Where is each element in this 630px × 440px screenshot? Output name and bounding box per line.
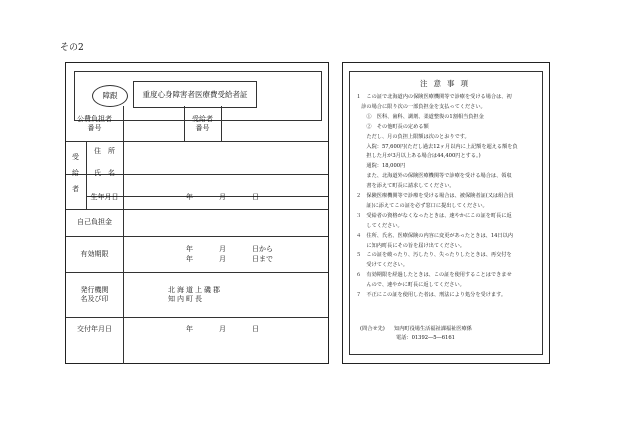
col-divider bbox=[123, 141, 124, 364]
contact-org: 知内町役場生活福祉課福祉医療係 bbox=[394, 326, 472, 332]
notes-frame bbox=[349, 71, 543, 355]
notes-line: ① 医科、歯科、調剤、柔道整復の1割相当負担金 bbox=[356, 113, 484, 120]
row-divider bbox=[66, 141, 328, 142]
validity-to-year: 年 bbox=[186, 255, 193, 263]
issue-month-unit: 月 bbox=[219, 325, 226, 333]
notes-line: 担した月が3月以上ある場合は44,400円とする。) bbox=[356, 153, 481, 160]
validity-from-month: 月 bbox=[219, 245, 226, 253]
validity-from-year: 年 bbox=[186, 245, 193, 253]
birth-day-unit: 日 bbox=[252, 193, 259, 201]
row-divider bbox=[66, 209, 328, 210]
validity-to-month: 月 bbox=[219, 255, 226, 263]
validity-to-day: 日まで bbox=[252, 255, 273, 263]
issue-year-unit: 年 bbox=[186, 325, 193, 333]
copay-label: 自己負担金 bbox=[77, 218, 112, 226]
notes-title: 注意事項 bbox=[420, 79, 474, 88]
address-label: 住 所 bbox=[94, 147, 115, 155]
birthdate-label: 生年月日 bbox=[90, 193, 119, 201]
notes-line: んので、速やかに町長に返してください。 bbox=[356, 282, 465, 289]
birth-year-unit: 年 bbox=[186, 193, 193, 201]
row-divider bbox=[66, 236, 328, 237]
issue-day-unit: 日 bbox=[252, 325, 259, 333]
notes-line: ただし、月の負担上限額は次のとおりです。 bbox=[356, 133, 470, 140]
notes-card bbox=[342, 62, 550, 364]
notes-line: ５ この証を破ったり、汚したり、失ったりしたときは、再交付を bbox=[356, 252, 512, 259]
page-label: その2 bbox=[60, 43, 84, 53]
recipient-number-label: 受給者 番号 bbox=[192, 115, 213, 132]
notes-line: 受けてください。 bbox=[356, 262, 408, 269]
notes-line: してください。 bbox=[356, 222, 403, 229]
notes-line: 書を添えて町長に請求してください。 bbox=[356, 183, 455, 190]
notes-line: 証)に添えてこの証を必ず窓口に提出してください。 bbox=[356, 202, 488, 209]
notes-line: 入院：57,600円(ただし過去12ヶ月以内に上記額を超える額を負 bbox=[356, 143, 518, 150]
notes-line: に知内町長にその旨を届け出てください。 bbox=[356, 242, 465, 249]
birth-month-unit: 月 bbox=[219, 193, 226, 201]
issuer-name: 北海道上磯郡 知内町長 bbox=[168, 286, 222, 303]
notes-line: 診の場合に限り次の一部負担金を支払ってください。 bbox=[356, 103, 486, 110]
validity-label: 有効期限 bbox=[80, 250, 109, 258]
notes-line: １ この証で北海道内の保険医療機関等で診療を受ける場合は、初 bbox=[356, 94, 512, 100]
row-divider bbox=[66, 317, 328, 318]
name-label: 氏 名 bbox=[94, 169, 115, 177]
certificate-header bbox=[74, 71, 322, 121]
notes-line: また、北海道外の保険医療機関等で診療を受ける場合は、領収 bbox=[356, 173, 512, 180]
category-stamp: 障跟 bbox=[92, 85, 128, 107]
notes-line: ４ 住所、氏名、医療保険の内容に変更があったときは、14日以内 bbox=[356, 232, 513, 239]
notes-line: ２ 保険医療機関等で診療を受ける場合は、被保険者証(又は組合員 bbox=[356, 193, 514, 199]
notes-line: ６ 有効期限を経過したときは、この証を使用することはできませ bbox=[356, 272, 512, 279]
certificate-title: 重度心身障害者医療費受給者証 bbox=[133, 81, 257, 108]
recipient-side-label-1: 受 bbox=[72, 153, 79, 161]
issue-date-label: 交付年月日 bbox=[77, 325, 112, 333]
notes-line: ② その他町長の定める額 bbox=[356, 123, 429, 130]
contact-label: (問合せ先) bbox=[360, 326, 385, 332]
col-divider bbox=[221, 106, 222, 141]
certificate-card bbox=[65, 62, 329, 364]
recipient-side-label-3: 者 bbox=[72, 185, 79, 193]
recipient-side-label-2: 給 bbox=[72, 169, 79, 177]
row-divider bbox=[66, 272, 328, 273]
issuer-label: 発行機関 名及び印 bbox=[80, 286, 109, 303]
contact-phone: 電話：01392―5―6161 bbox=[396, 335, 455, 341]
validity-from-day: 日から bbox=[252, 245, 273, 253]
notes-line: 通院：18,000円 bbox=[356, 163, 406, 170]
payer-number-label: 公費負担者 番号 bbox=[77, 115, 112, 132]
notes-line: ７ 不正にこの証を使用した者は、刑法により処分を受けます。 bbox=[356, 292, 507, 298]
col-divider bbox=[123, 106, 124, 141]
notes-line: ３ 受給者の資格がなくなったときは、速やかにこの証を町長に返 bbox=[356, 212, 512, 219]
